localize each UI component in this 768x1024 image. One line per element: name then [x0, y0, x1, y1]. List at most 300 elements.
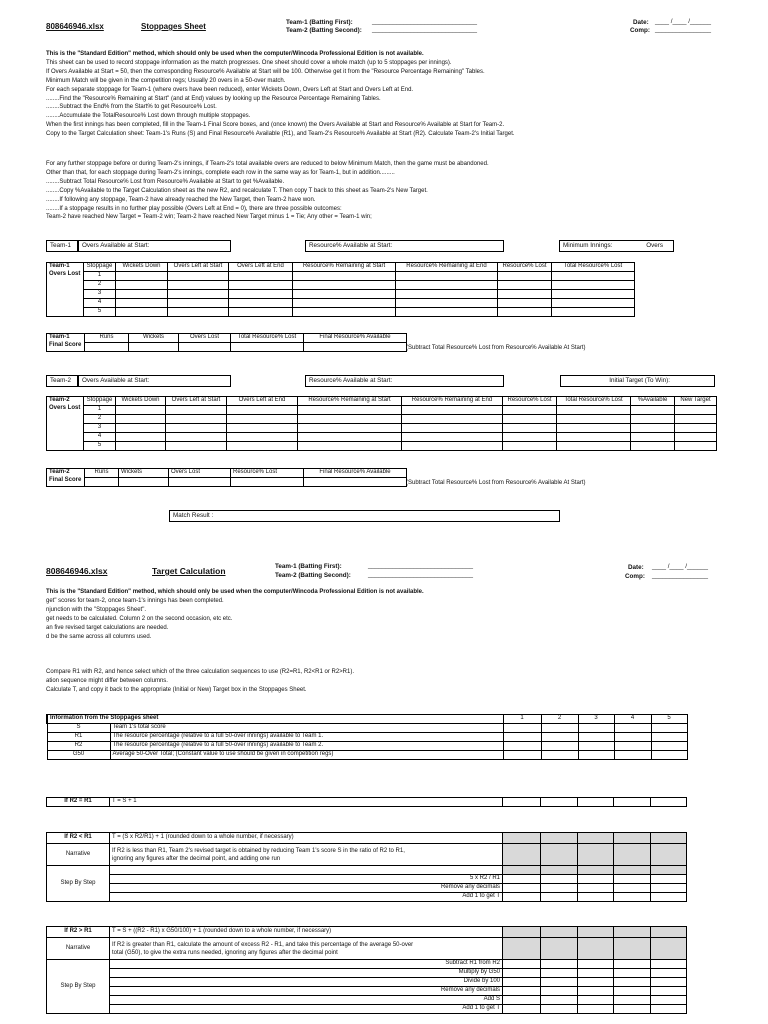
table-row — [47, 272, 635, 281]
cell[interactable] — [675, 406, 717, 415]
column-header: Total Resource% Lost — [552, 263, 635, 272]
cell[interactable] — [402, 433, 503, 442]
cell[interactable] — [298, 442, 402, 451]
cell[interactable] — [396, 299, 498, 308]
instruction-line: get needs to be calculated. Column 2 on the second occasion, etc etc. — [46, 615, 233, 622]
column-number: 2 — [541, 715, 578, 724]
cell[interactable] — [503, 960, 541, 969]
cell[interactable] — [578, 987, 614, 996]
cell[interactable] — [227, 433, 298, 442]
cell[interactable] — [227, 406, 298, 415]
step-by-step-label: Step By Step — [47, 866, 110, 902]
cell[interactable] — [651, 798, 687, 807]
cell[interactable] — [227, 415, 298, 424]
cell[interactable] — [227, 442, 298, 451]
cell[interactable] — [541, 1005, 578, 1014]
cell[interactable] — [116, 406, 166, 415]
total-resource-lost-cell[interactable] — [231, 343, 304, 352]
cell[interactable] — [578, 733, 614, 742]
cell[interactable] — [396, 290, 498, 299]
cell[interactable] — [631, 406, 675, 415]
r2-equals-r1-formula: T = S + 1 — [110, 798, 503, 807]
column-header: Total Resource% Lost — [231, 334, 304, 343]
column-header: Resource% Remaining at Start — [293, 263, 396, 272]
cell[interactable] — [614, 893, 651, 902]
cell[interactable] — [651, 751, 687, 760]
cell[interactable] — [396, 272, 498, 281]
cell[interactable] — [293, 299, 396, 308]
cell[interactable] — [503, 415, 557, 424]
cell[interactable] — [557, 406, 631, 415]
team2-label: Team-2 — [46, 375, 78, 387]
wickets-cell[interactable] — [129, 343, 179, 352]
cell[interactable] — [541, 996, 578, 1005]
step-label: Divide by 100 — [110, 978, 503, 987]
minimum-innings-field[interactable] — [559, 240, 674, 252]
table-row — [47, 478, 407, 487]
table-row — [47, 742, 687, 751]
instruction-line: ........Accumulate the TotalResource% Lost down through multiple stoppages. — [46, 113, 251, 120]
cell[interactable] — [293, 308, 396, 317]
cell[interactable] — [168, 290, 229, 299]
table-row — [47, 424, 717, 433]
step-label: 5 x R2 / R1 — [110, 875, 503, 884]
cell[interactable] — [166, 424, 227, 433]
team1-resource-start-field[interactable]: Resource% Available at Start: — [305, 240, 504, 252]
runs-cell[interactable] — [85, 343, 129, 352]
cell[interactable] — [498, 290, 552, 299]
cell[interactable] — [552, 290, 635, 299]
cell[interactable] — [578, 751, 614, 760]
cell[interactable] — [614, 884, 651, 893]
cell[interactable] — [503, 751, 541, 760]
cell[interactable] — [614, 960, 651, 969]
cell[interactable] — [503, 424, 557, 433]
team1-batting-field[interactable]: ______________________________ — [372, 18, 478, 25]
cell[interactable] — [116, 281, 168, 290]
comp-field-2[interactable]: ________________ — [652, 572, 709, 579]
cell[interactable] — [614, 724, 651, 733]
table-row — [47, 724, 687, 733]
cell[interactable] — [498, 281, 552, 290]
instruction-line: Copy to the Target Calculation sheet: Team-1's Runs (S) and Final Resource% Available (R1), and Team-2's Resource% Available at Start (R2). Calculate Team-2's Initial Target. — [46, 131, 515, 138]
r2-less-than-r1-formula: T = (S x R2/R1) + 1 (rounded down to a whole number, if necessary) — [110, 833, 503, 844]
team2-resource-start-field[interactable]: Resource% Available at Start: — [305, 375, 504, 387]
cell[interactable] — [503, 406, 557, 415]
cell[interactable] — [651, 960, 687, 969]
cell[interactable] — [541, 893, 578, 902]
cell[interactable] — [229, 299, 293, 308]
column-header: Overs Left at End — [227, 397, 298, 406]
narrative-label: Narrative — [47, 938, 110, 960]
table-row — [47, 290, 635, 299]
cell[interactable] — [503, 433, 557, 442]
cell[interactable] — [503, 1005, 541, 1014]
stoppage-number: 4 — [84, 433, 116, 442]
sheet2-filename: 808646946.xlsx — [46, 566, 108, 576]
team2-overs-start-field[interactable]: Overs Available at Start: — [78, 375, 231, 387]
instruction-line: Other than that, for each stoppage during Team-2's innings, complete each row in the same way as for Team-1, but in addition......... — [46, 169, 395, 176]
instruction-line: d be the same across all columns used. — [46, 633, 152, 640]
stoppage-number: 2 — [84, 281, 116, 290]
instruction-line: Calculate T, and copy it back to the appropriate (Initial or New) Target box in the Stoppages Sheet. — [46, 686, 307, 693]
minimum-innings-label: Minimum Innings: — [563, 242, 613, 249]
cell[interactable] — [298, 406, 402, 415]
column-header: Final Resource% Available — [304, 469, 407, 478]
cell[interactable] — [396, 281, 498, 290]
info-table-header: Information from the Stoppages sheet — [47, 715, 503, 724]
cell[interactable] — [503, 996, 541, 1005]
cell[interactable] — [116, 424, 166, 433]
table-row — [47, 343, 407, 352]
overs-lost-cell[interactable] — [179, 343, 231, 352]
symbol-cell: R2 — [47, 742, 110, 751]
match-result-field[interactable]: Match Result : — [169, 510, 560, 522]
team2-final-score-table — [46, 468, 407, 487]
cell[interactable] — [503, 884, 541, 893]
cell[interactable] — [503, 875, 541, 884]
column-header: %Available — [631, 397, 675, 406]
cell[interactable] — [402, 406, 503, 415]
cell[interactable] — [614, 742, 651, 751]
team1-batting-label-2: Team-1 (Batting First): — [275, 563, 342, 570]
cell[interactable] — [578, 884, 614, 893]
cell[interactable] — [578, 1005, 614, 1014]
cell[interactable] — [166, 406, 227, 415]
cell[interactable] — [498, 272, 552, 281]
cell[interactable] — [116, 308, 168, 317]
table-row — [47, 996, 687, 1005]
date-label-2: Date: — [628, 564, 644, 571]
team2-batting-label: Team-2 (Batting Second): — [286, 27, 362, 34]
instruction-line: ........Subtract the End% from the Start% to get Resource% Lost. — [46, 104, 217, 111]
column-header: Resource% Remaining at End — [396, 263, 498, 272]
cell[interactable] — [116, 415, 166, 424]
r2-less-than-r1-table — [46, 832, 687, 902]
sheet1-filename: 808646946.xlsx — [46, 22, 104, 31]
cell[interactable] — [541, 875, 578, 884]
cell[interactable] — [166, 433, 227, 442]
cell[interactable] — [651, 1005, 687, 1014]
overs-label: Overs — [646, 242, 663, 249]
instruction-line: This is the "Standard Edition" method, which should only be used when the computer/Wincoda Professional Edition is not available. — [46, 51, 424, 57]
column-header: Wickets Down — [116, 263, 168, 272]
table-row — [47, 415, 717, 424]
target-instructions — [46, 588, 646, 641]
cell[interactable] — [651, 724, 687, 733]
cell[interactable] — [541, 742, 578, 751]
column-header: Resource% Lost — [503, 397, 557, 406]
cell[interactable] — [557, 433, 631, 442]
cell[interactable] — [614, 996, 651, 1005]
instruction-line: get" scores for team-2, once team-1's innings has been completed. — [46, 597, 224, 604]
cell[interactable] — [541, 751, 578, 760]
column-number: 3 — [578, 715, 614, 724]
r2-equals-r1-label: If R2 = R1 — [47, 798, 110, 807]
column-header: Total Resource% Lost — [557, 397, 631, 406]
comp-field[interactable]: ________________ — [655, 26, 712, 33]
narrative-text: If R2 is less than R1, Team 2's revised target is obtained by reducing Team 1's score S in the ratio of R2 to R1, ignoring any figures after the decimal point, and adding one run — [110, 844, 503, 866]
cell[interactable] — [503, 978, 541, 987]
sheet2-title: Target Calculation — [152, 566, 226, 576]
cell[interactable] — [631, 415, 675, 424]
cell[interactable] — [168, 299, 229, 308]
instruction-line: When the first innings has been completed, fill in the Team-1 Final Score boxes, and (once known) the Overs Available at Start and Resource% Available at Start for Team-2. — [46, 122, 505, 129]
table-row — [47, 978, 687, 987]
cell[interactable] — [578, 996, 614, 1005]
resource-lost-cell[interactable] — [231, 478, 304, 487]
cell[interactable] — [651, 996, 687, 1005]
team1-batting-field-2[interactable]: ______________________________ — [368, 562, 474, 569]
narrative-label: Narrative — [47, 844, 110, 866]
column-header: Stoppage — [84, 263, 116, 272]
step-label: Subtract R1 from R2 — [110, 960, 503, 969]
stoppage-number: 4 — [84, 299, 116, 308]
instruction-line: Compare R1 with R2, and hence select which of the three calculation sequences to use (R2=R1, R2<R1 or R2>R1). — [46, 669, 354, 675]
cell[interactable] — [552, 272, 635, 281]
cell[interactable] — [503, 893, 541, 902]
cell[interactable] — [578, 893, 614, 902]
team2-batting-label-2: Team-2 (Batting Second): — [275, 572, 351, 579]
cell[interactable] — [396, 308, 498, 317]
cell[interactable] — [631, 442, 675, 451]
cell[interactable] — [578, 798, 614, 807]
table-row — [47, 893, 687, 902]
column-number: 4 — [614, 715, 651, 724]
date-label: Date: — [633, 19, 649, 26]
cell[interactable] — [293, 272, 396, 281]
instruction-line: ........Copy %Available to the Target Calculation sheet as the new R2, and recalculate T. Then copy T back to this sheet as Team-2's New Target. — [46, 187, 428, 194]
cell[interactable] — [293, 281, 396, 290]
cell[interactable] — [651, 875, 687, 884]
team2-final-note: (Subtract Total Resource% Lost from Resource% Available At Start) — [406, 480, 586, 486]
team1-final-note: (Subtract Total Resource% Lost from Resource% Available At Start) — [406, 345, 586, 351]
instruction-line: ation sequence might differ between columns. — [46, 677, 168, 684]
cell[interactable] — [557, 415, 631, 424]
description-cell: The resource percentage (relative to a full 50-over innings) available to Team 2. — [110, 742, 503, 751]
instruction-line: This sheet can be used to record stoppage information as the match progresses. One sheet should cover a whole match (up to 5 stoppages per innings). — [46, 59, 452, 66]
final-resource-cell[interactable] — [304, 478, 407, 487]
cell[interactable] — [578, 978, 614, 987]
cell[interactable] — [578, 969, 614, 978]
cell[interactable] — [229, 281, 293, 290]
overs-lost-cell[interactable] — [169, 478, 231, 487]
cell[interactable] — [541, 724, 578, 733]
cell[interactable] — [675, 433, 717, 442]
cell[interactable] — [166, 415, 227, 424]
cell[interactable] — [614, 733, 651, 742]
stoppage-number: 1 — [84, 406, 116, 415]
column-header: Overs Left at Start — [166, 397, 227, 406]
column-header: Overs Left at End — [229, 263, 293, 272]
step-label: Remove any decimals — [110, 884, 503, 893]
cell[interactable] — [116, 299, 168, 308]
cell[interactable] — [229, 272, 293, 281]
table-row — [47, 1005, 687, 1014]
team1-label: Team-1 — [46, 240, 78, 252]
cell — [651, 833, 687, 844]
cell[interactable] — [293, 290, 396, 299]
cell[interactable] — [168, 272, 229, 281]
cell[interactable] — [503, 724, 541, 733]
cell[interactable] — [116, 442, 166, 451]
description-cell: Average 50-Over Total; (Constant value to use should be given in competition regs) — [110, 751, 503, 760]
cell[interactable] — [541, 733, 578, 742]
team2-batting-field-2[interactable]: ______________________________ — [368, 571, 474, 578]
table-row — [47, 733, 687, 742]
cell[interactable] — [651, 733, 687, 742]
table-row — [47, 875, 687, 884]
step-label: Remove any decimals — [110, 987, 503, 996]
team1-final-label: Team-1 Final Score — [47, 334, 85, 352]
cell[interactable] — [578, 742, 614, 751]
team2-stoppage-table — [46, 396, 717, 451]
cell[interactable] — [557, 442, 631, 451]
stoppage-number: 2 — [84, 415, 116, 424]
instruction-line: ........If following any stoppage, Team-2 have already reached the New Target, then Team-2 have won. — [46, 196, 316, 203]
cell[interactable] — [651, 884, 687, 893]
sheet1-title: Stoppages Sheet — [141, 22, 206, 31]
cell[interactable] — [614, 1005, 651, 1014]
cell[interactable] — [541, 884, 578, 893]
stoppage-number: 3 — [84, 424, 116, 433]
r2-greater-than-r1-table — [46, 926, 687, 1014]
column-header: New Target — [675, 397, 717, 406]
table-row — [47, 884, 687, 893]
symbol-cell: G50 — [47, 751, 110, 760]
final-resource-cell[interactable] — [304, 343, 407, 352]
cell — [578, 833, 614, 844]
column-header: Resource% Remaining at End — [402, 397, 503, 406]
cell[interactable] — [557, 424, 631, 433]
cell[interactable] — [498, 308, 552, 317]
symbol-cell: S — [47, 724, 110, 733]
comp-label-2: Comp: — [625, 573, 645, 580]
team2-batting-field[interactable]: ______________________________ — [372, 26, 478, 33]
cell[interactable] — [578, 875, 614, 884]
cell[interactable] — [578, 724, 614, 733]
wickets-cell[interactable] — [119, 478, 169, 487]
date-field-2[interactable]: ____ /____ /______ — [652, 563, 709, 570]
r2-equals-r1-table — [46, 797, 687, 807]
cell[interactable] — [227, 424, 298, 433]
step-label: Add 1 to get T — [110, 893, 503, 902]
instruction-line: an five revised target calculations are needed. — [46, 624, 169, 631]
cell[interactable] — [541, 969, 578, 978]
cell[interactable] — [541, 978, 578, 987]
cell[interactable] — [116, 290, 168, 299]
cell[interactable] — [166, 442, 227, 451]
cell[interactable] — [402, 424, 503, 433]
cell[interactable] — [552, 308, 635, 317]
initial-target-field[interactable]: Initial Target (To Win): — [560, 375, 715, 387]
cell[interactable] — [229, 290, 293, 299]
r2-greater-than-r1-formula: T = S + ((R2 - R1) x G50/100) + 1 (rounded down to a whole number, if necessary) — [110, 927, 503, 938]
column-header: Wickets Down — [116, 397, 166, 406]
cell[interactable] — [541, 987, 578, 996]
cell[interactable] — [229, 308, 293, 317]
column-header: Resource% Remaining at Start — [298, 397, 402, 406]
cell[interactable] — [402, 415, 503, 424]
cell[interactable] — [614, 978, 651, 987]
cell[interactable] — [651, 742, 687, 751]
cell[interactable] — [614, 798, 651, 807]
team2-side-label: Team-2 Overs Lost — [47, 397, 84, 415]
instruction-line: Team-2 have reached New Target = Team-2 win; Team-2 have reached New Target minus 1 = Tie; Any other = Team-1 win; — [46, 214, 372, 221]
date-field[interactable]: ____ /____ /______ — [655, 18, 712, 25]
cell[interactable] — [116, 433, 166, 442]
stoppage-number: 3 — [84, 290, 116, 299]
cell[interactable] — [402, 442, 503, 451]
instruction-line: ........Find the "Resource% Remaining at Start" (and at End) values by looking up the Resource Percentage Remaining Tables. — [46, 95, 381, 102]
cell[interactable] — [631, 433, 675, 442]
cell[interactable] — [503, 798, 541, 807]
cell[interactable] — [651, 893, 687, 902]
cell[interactable] — [651, 978, 687, 987]
cell[interactable] — [651, 969, 687, 978]
cell[interactable] — [675, 424, 717, 433]
r2-greater-than-r1-label: If R2 > R1 — [47, 927, 110, 938]
cell[interactable] — [631, 424, 675, 433]
cell[interactable] — [298, 433, 402, 442]
column-header: Resource% Lost — [231, 469, 304, 478]
instruction-line: This is the "Standard Edition" method, which should only be used when the computer/Wincoda Professional Edition is not available. — [46, 589, 424, 595]
cell[interactable] — [541, 798, 578, 807]
description-cell: Team 1's total score — [110, 724, 503, 733]
cell[interactable] — [552, 299, 635, 308]
target-instructions-2 — [46, 668, 646, 695]
team1-overs-start-field[interactable]: Overs Available at Start: — [78, 240, 231, 252]
table-row — [47, 751, 687, 760]
cell[interactable] — [675, 415, 717, 424]
column-header: Runs — [85, 469, 119, 478]
column-header: Stoppage — [84, 397, 116, 406]
cell[interactable] — [498, 299, 552, 308]
cell[interactable] — [503, 733, 541, 742]
column-header: Overs Left at Start — [168, 263, 229, 272]
cell[interactable] — [503, 442, 557, 451]
cell[interactable] — [503, 987, 541, 996]
cell[interactable] — [503, 969, 541, 978]
cell[interactable] — [298, 415, 402, 424]
cell[interactable] — [541, 960, 578, 969]
cell[interactable] — [116, 272, 168, 281]
cell[interactable] — [614, 969, 651, 978]
stoppages-instructions — [46, 50, 646, 139]
cell[interactable] — [614, 751, 651, 760]
cell[interactable] — [552, 281, 635, 290]
cell[interactable] — [298, 424, 402, 433]
cell[interactable] — [578, 960, 614, 969]
narrative-text: If R2 is greater than R1, calculate the amount of excess R2 - R1, and take this percentage of the average 50-over total (G50), to give the extra runs needed, ignoring any figures after the decimal point — [110, 938, 503, 960]
runs-cell[interactable] — [85, 478, 119, 487]
cell — [614, 833, 651, 844]
step-by-step-label: Step By Step — [47, 960, 110, 1014]
cell — [541, 833, 578, 844]
cell[interactable] — [651, 987, 687, 996]
column-header: Runs — [85, 334, 129, 343]
cell[interactable] — [614, 987, 651, 996]
step-label: Multiply by G50 — [110, 969, 503, 978]
cell[interactable] — [503, 742, 541, 751]
cell[interactable] — [675, 442, 717, 451]
instruction-line: Minimum Match will be given in the competition regs; Usually 20 overs in a 50-over match. — [46, 77, 286, 84]
cell[interactable] — [614, 875, 651, 884]
instruction-line: ........If a stoppage results in no further play possible (Overs Left at End = 0), there are three possible outcomes: — [46, 205, 342, 212]
column-header: Overs Lost — [179, 334, 231, 343]
cell[interactable] — [168, 281, 229, 290]
cell[interactable] — [168, 308, 229, 317]
